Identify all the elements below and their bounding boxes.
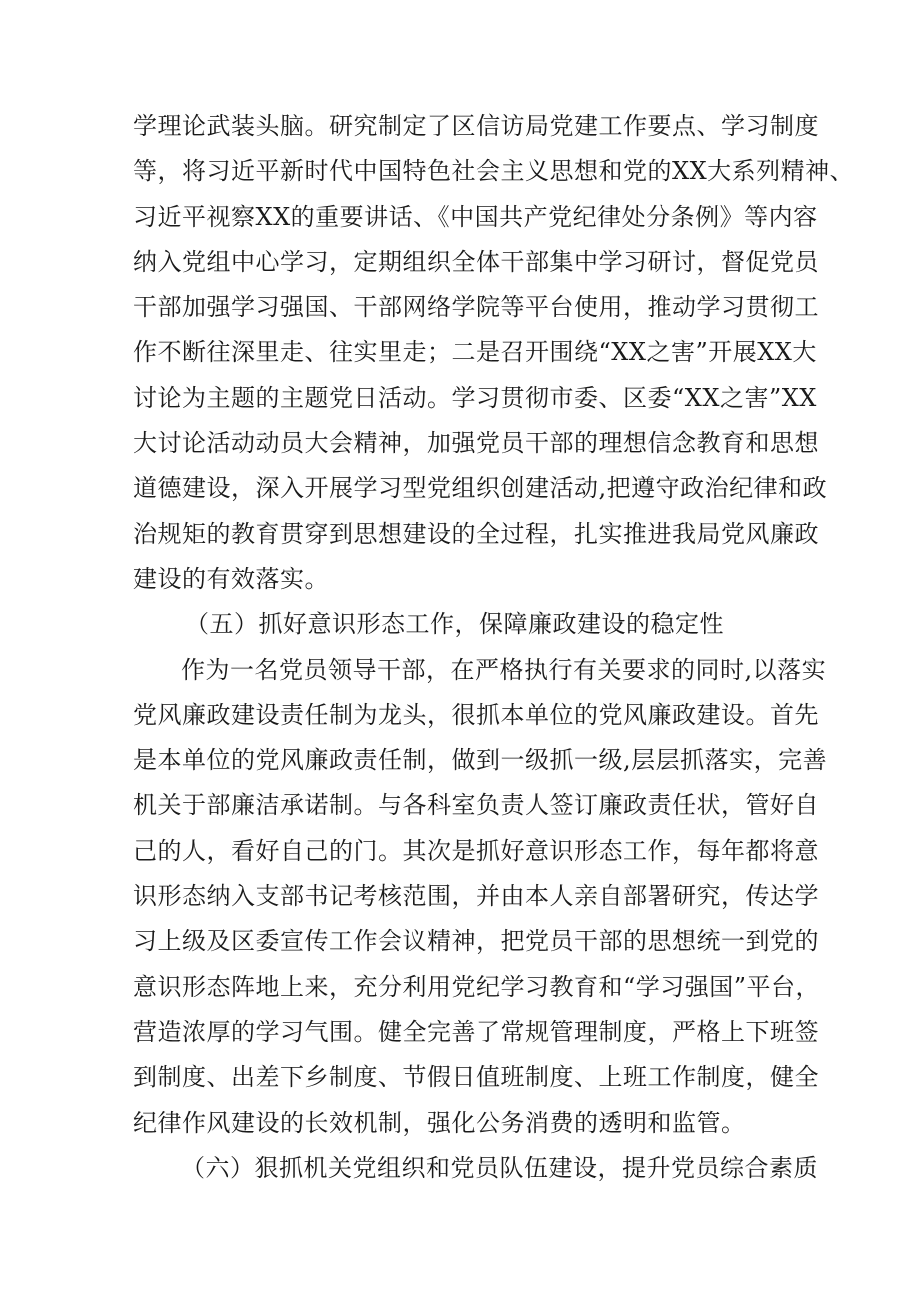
paragraph-1-line: 道德建设，深入开展学习型党组织创建活动,把遵守政治纪律和政 xyxy=(133,474,828,503)
paragraph-1-line: 等，将习近平新时代中国特色社会主义思想和党的XX大系列精神、 xyxy=(133,157,855,186)
body-text xyxy=(133,104,855,1191)
paragraph-1-line: 大讨论活动动员大会精神，加强党员干部的理想信念教育和思想 xyxy=(133,429,819,458)
paragraph-1-line: 纳入党组中心学习，定期组织全体干部集中学习研讨，督促党员 xyxy=(133,247,819,276)
paragraph-2-line: 是本单位的党风廉政责任制，做到一级抓一级,层层抓落实，完善 xyxy=(133,746,828,775)
section-heading-5: （五）抓好意识形态工作，保障廉政建设的稳定性 xyxy=(185,610,724,639)
paragraph-1-line: 习近平视察XX的重要讲话、《中国共产党纪律处分条例》等内容 xyxy=(133,202,818,231)
paragraph-2-line: 意识形态阵地上来，充分利用党纪学习教育和“学习强国”平台， xyxy=(133,972,821,1001)
paragraph-2-line: 己的人，看好自己的门。其次是抓好意识形态工作，每年都将意 xyxy=(133,836,819,865)
paragraph-1-line: 学理论武装头脑。研究制定了区信访局党建工作要点、学习制度 xyxy=(133,112,819,140)
paragraph-2-line: 机关于部廉洁承诺制。与各科室负责人签订廉政责任状，管好自 xyxy=(133,791,819,820)
paragraph-1-line: 讨论为主题的主题党日活动。学习贯彻市委、区委“XX之害”XX xyxy=(133,383,817,412)
paragraph-2-line: 营造浓厚的学习气围。健全完善了常规管理制度，严格上下班签 xyxy=(133,1017,819,1046)
paragraph-2-line: 作为一名党员领导干部，在严格执行有关要求的同时,以落实 xyxy=(181,655,827,684)
paragraph-1-line: 治规矩的教育贯穿到思想建设的全过程，扎实推进我局党风廉政 xyxy=(133,519,819,548)
paragraph-1-line: 干部加强学习强国、干部网络学院等平台使用，推动学习贯彻工 xyxy=(133,293,819,322)
paragraph-2-line: 纪律作风建设的长效机制，强化公务消费的透明和监管。 xyxy=(133,1108,746,1137)
paragraph-1-line: 作不断往深里走、往实里走；二是召开围绕“XX之害”开展XX大 xyxy=(133,338,817,367)
paragraph-2-line: 习上级及区委宣传工作会议精神，把党员干部的思想统一到党的 xyxy=(133,927,819,956)
paragraph-2-line: 到制度、出差下乡制度、节假日值班制度、上班工作制度，健全 xyxy=(133,1063,819,1092)
paragraph-2-line: 党风廉政建设责任制为龙头，很抓本单位的党风廉政建设。首先 xyxy=(133,700,819,729)
paragraph-1-line: 建设的有效落实。 xyxy=(133,564,329,593)
section-heading-6: （六）狠抓机关党组织和党员队伍建设，提升党员综合素质 xyxy=(181,1153,818,1182)
paragraph-2-line: 识形态纳入支部书记考核范围，并由本人亲自部署研究，传达学 xyxy=(133,882,819,911)
